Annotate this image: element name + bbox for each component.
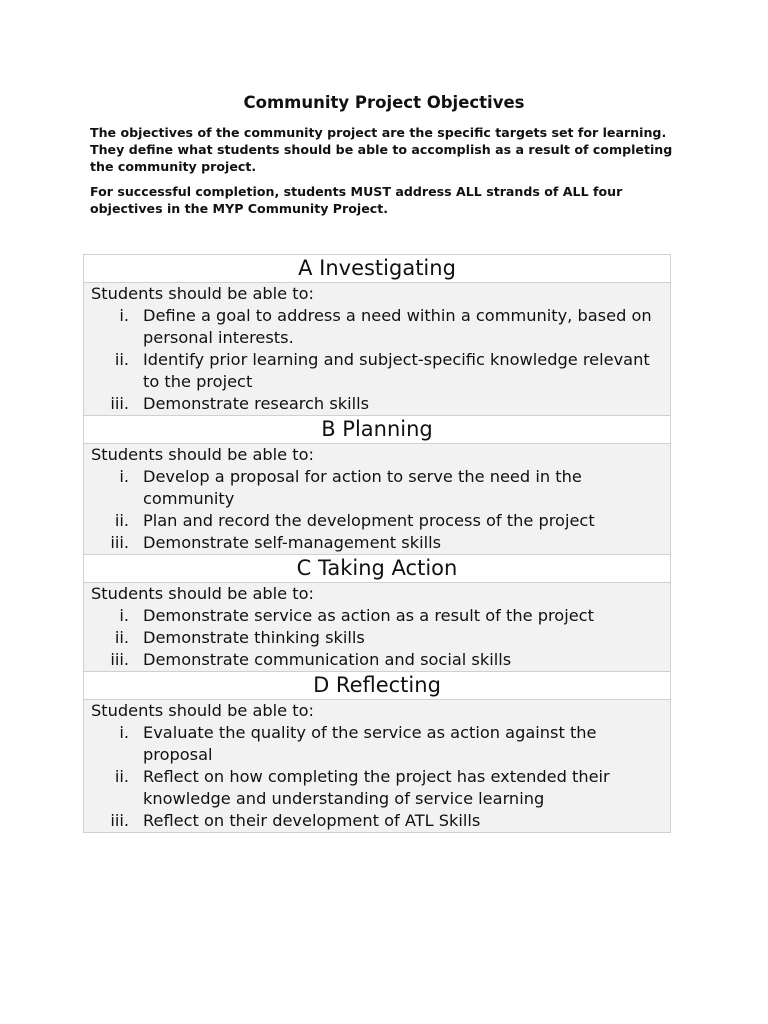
strand-item (91, 722, 662, 766)
objective-header-row (84, 255, 671, 283)
document-title: Community Project Objectives (243, 93, 525, 112)
objective-intro: Students should be able to: (91, 284, 314, 303)
strand-numeral: i. (119, 467, 129, 486)
objective-body (84, 444, 671, 555)
strand-item (91, 393, 662, 415)
strand-numeral: iii. (110, 533, 129, 552)
objective-intro: Students should be able to: (91, 701, 314, 720)
objectives-table (83, 254, 671, 833)
intro-paragraph: For successful completion, students MUST address ALL strands of ALL four objectives in the MYP Community Project. (90, 184, 623, 216)
strand-text: Define a goal to address a need within a community, based on personal interests. (143, 306, 652, 347)
strand-text: Reflect on their development of ATL Skills (143, 811, 481, 830)
objective-heading: D Reflecting (84, 672, 671, 700)
strand-numeral: ii. (114, 350, 129, 369)
strand-text: Identify prior learning and subject-specific knowledge relevant to the project (143, 350, 650, 391)
strand-item (91, 649, 662, 671)
strand-numeral: i. (119, 306, 129, 325)
objective-header-row (84, 555, 671, 583)
objective-body (84, 583, 671, 672)
strand-text: Reflect on how completing the project has extended their knowledge and understanding of service learning (143, 767, 610, 808)
strand-numeral: ii. (114, 767, 129, 786)
strand-text: Demonstrate self-management skills (143, 533, 442, 552)
objective-header-row (84, 672, 671, 700)
objective-heading: B Planning (84, 416, 671, 444)
strand-item (91, 466, 662, 510)
objective-body-row (84, 700, 671, 833)
objective-heading: C Taking Action (84, 555, 671, 583)
strand-item (91, 766, 662, 810)
intro-paragraph: The objectives of the community project are the specific targets set for learning. They define what students should be able to accomplish as a result of completing the community project. (90, 125, 673, 174)
objective-heading: A Investigating (84, 255, 671, 283)
strand-item (91, 627, 662, 649)
objective-intro: Students should be able to: (91, 584, 314, 603)
strand-text: Demonstrate research skills (143, 394, 370, 413)
strand-text: Develop a proposal for action to serve the need in the community (143, 467, 582, 508)
strand-numeral: ii. (114, 628, 129, 647)
strand-item (91, 349, 662, 393)
objective-body-row (84, 283, 671, 416)
objective-body (84, 283, 671, 416)
strand-text: Plan and record the development process of the project (143, 511, 595, 530)
strand-item (91, 605, 662, 627)
strand-numeral: iii. (110, 811, 129, 830)
strand-item (91, 305, 662, 349)
strand-numeral: iii. (110, 650, 129, 669)
strand-item (91, 532, 662, 554)
strand-numeral: iii. (110, 394, 129, 413)
objective-intro: Students should be able to: (91, 445, 314, 464)
strand-numeral: ii. (114, 511, 129, 530)
objective-body (84, 700, 671, 833)
objective-body-row (84, 583, 671, 672)
objective-body-row (84, 444, 671, 555)
strand-numeral: i. (119, 606, 129, 625)
strand-text: Demonstrate communication and social skills (143, 650, 512, 669)
strand-item (91, 810, 662, 832)
strand-text: Evaluate the quality of the service as action against the proposal (143, 723, 597, 764)
strand-numeral: i. (119, 723, 129, 742)
objective-header-row (84, 416, 671, 444)
strand-text: Demonstrate thinking skills (143, 628, 365, 647)
strand-text: Demonstrate service as action as a result of the project (143, 606, 594, 625)
strand-item (91, 510, 662, 532)
